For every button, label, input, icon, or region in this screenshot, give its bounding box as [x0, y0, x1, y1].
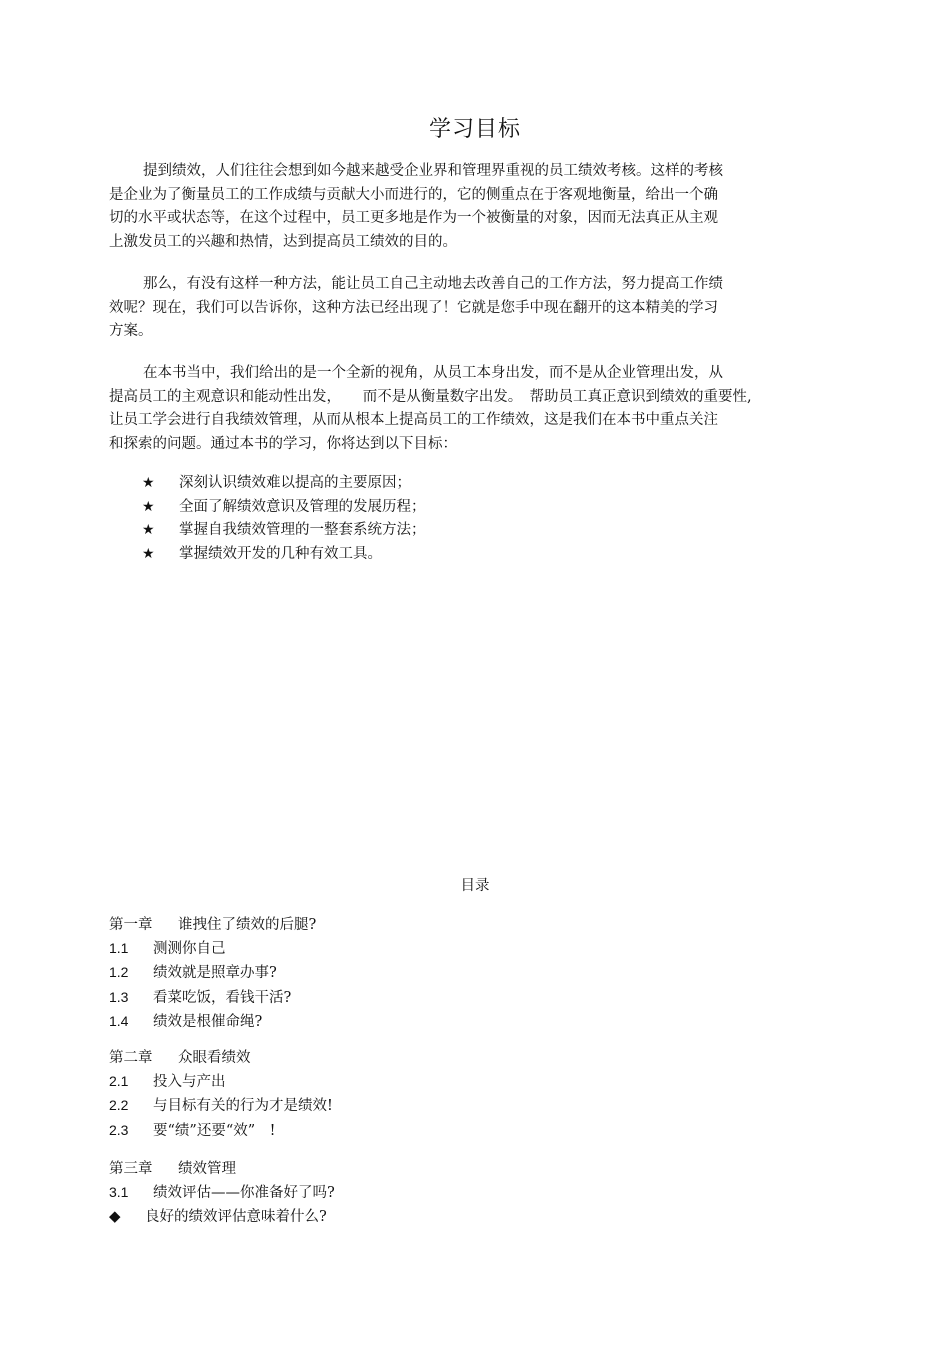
- section-title: 测测你自己: [153, 941, 226, 958]
- chapter-title: 众眼看绩效: [178, 1050, 251, 1066]
- goal-item: [142, 472, 426, 496]
- chapter-title: 谁拽住了绩效的后腿?: [178, 917, 317, 933]
- section-title: 看菜吃饭，看钱干活?: [153, 989, 292, 1006]
- chapter-title: 绩效管理: [178, 1161, 236, 1177]
- toc-section: [109, 961, 316, 985]
- section-number: 2.3: [109, 1121, 129, 1138]
- chapter-label: 第一章: [109, 917, 153, 933]
- toc-section: [109, 1094, 333, 1118]
- goal-item: [142, 496, 426, 520]
- toc-section: [109, 1010, 316, 1034]
- intro-paragraph-3: [109, 362, 752, 456]
- paragraph-line: 和探索的问题。通过本书的学习，你将达到以下目标：: [109, 435, 457, 452]
- chapter-heading: [109, 1047, 333, 1070]
- chapter-label: 第三章: [109, 1161, 153, 1177]
- chapter-heading: [109, 914, 316, 937]
- toc-bullet-item: [109, 1205, 335, 1229]
- section-title: 要“绩”还要“效” !: [153, 1122, 276, 1139]
- star-icon: ★: [142, 475, 155, 491]
- intro-paragraph-2: [109, 273, 723, 344]
- section-title: 与目标有关的行为才是绩效!: [153, 1098, 333, 1115]
- paragraph-line: 在本书当中，我们给出的是一个全新的视角，从员工本身出发，而不是从企业管理出发，从: [143, 365, 723, 381]
- goal-item: [142, 543, 426, 567]
- paragraph-line: 是企业为了衡量员工的工作成绩与贡献大小而进行的，它的侧重点在于客观地衡量，给出一个确: [109, 186, 718, 203]
- section-title: 投入与产出: [153, 1074, 226, 1091]
- toc-section: [109, 937, 316, 961]
- paragraph-line: 提高员工的主观意识和能动性出发， 而不是从衡量数字出发。 帮助员工真正意识到绩效的重要性,: [109, 388, 752, 405]
- section-number: 3.1: [109, 1184, 129, 1201]
- paragraph-line: 上激发员工的兴趣和热情，达到提高员工绩效的目的。: [109, 233, 457, 250]
- paragraph-line: 效呢？现在，我们可以告诉你，这种方法已经出现了！它就是您手中现在翻开的这本精美的学习: [109, 299, 718, 316]
- goal-text: 深刻认识绩效难以提高的主要原因；: [179, 475, 411, 491]
- paragraph-line: 那么，有没有这样一种方法，能让员工自己主动地去改善自己的工作方法，努力提高工作绩: [143, 276, 723, 292]
- paragraph-line: 方案。: [109, 323, 153, 339]
- paragraph-line: 切的水平或状态等，在这个过程中，员工更多地是作为一个被衡量的对象，因而无法真正从主观: [109, 210, 718, 226]
- intro-paragraph-1: [109, 160, 723, 254]
- chapter-heading: [109, 1158, 335, 1181]
- section-number: 1.2: [109, 964, 129, 981]
- section-number: 1.1: [109, 940, 129, 957]
- section-number: 2.2: [109, 1097, 129, 1114]
- goals-list: [142, 472, 426, 566]
- section-title: 绩效评估——你准备好了吗?: [153, 1185, 335, 1202]
- goal-text: 掌握绩效开发的几种有效工具。: [179, 545, 382, 562]
- section-title: 绩效是根催命绳?: [153, 1013, 263, 1030]
- goal-text: 全面了解绩效意识及管理的发展历程；: [179, 498, 426, 515]
- chapter-label: 第二章: [109, 1050, 153, 1066]
- toc-section: [109, 1181, 335, 1205]
- goal-item: [142, 519, 426, 543]
- diamond-icon: ◆: [109, 1207, 121, 1226]
- section-number: 2.1: [109, 1073, 129, 1090]
- star-icon: ★: [142, 498, 155, 515]
- toc-chapter-2: [109, 1047, 333, 1143]
- toc-section: [109, 1070, 333, 1094]
- goal-text: 掌握自我绩效管理的一整套系统方法；: [179, 522, 426, 538]
- toc-section: [109, 1119, 333, 1143]
- toc-chapter-3: [109, 1158, 335, 1230]
- toc-chapter-1: [109, 914, 316, 1034]
- star-icon: ★: [142, 545, 155, 562]
- page-title: 学习目标: [428, 117, 521, 142]
- toc-section: [109, 986, 316, 1010]
- section-number: 1.4: [109, 1012, 129, 1029]
- bullet-title: 良好的绩效评估意味着什么?: [145, 1209, 327, 1226]
- paragraph-line: 让员工学会进行自我绩效管理，从而从根本上提高员工的工作绩效，这是我们在本书中重点关注: [109, 412, 718, 428]
- section-title: 绩效就是照章办事?: [153, 965, 277, 982]
- toc-title: 目录: [460, 878, 490, 894]
- section-number: 1.3: [109, 988, 129, 1005]
- paragraph-line: 提到绩效，人们往往会想到如今越来越受企业界和管理界重视的员工绩效考核。这样的考核: [143, 163, 723, 179]
- star-icon: ★: [142, 522, 155, 538]
